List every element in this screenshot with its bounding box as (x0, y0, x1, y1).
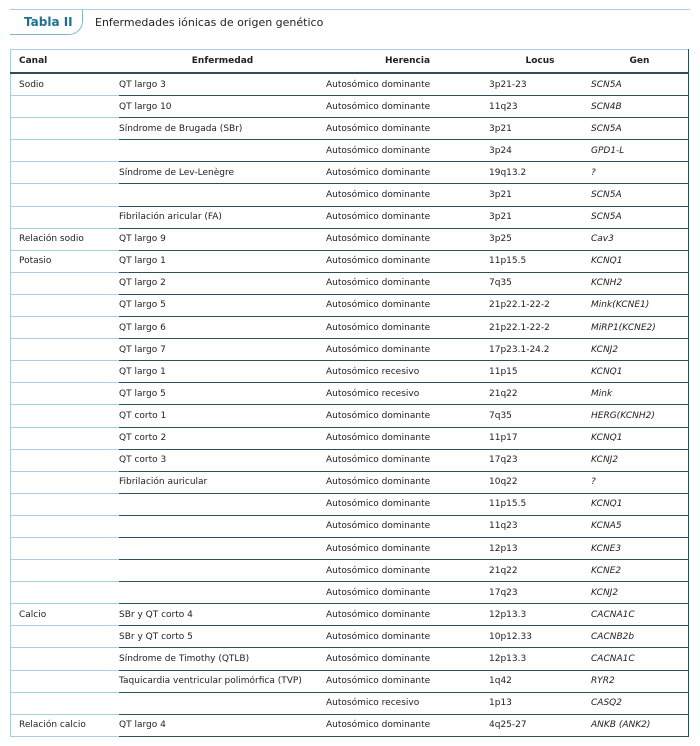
cell-herencia: Autosómico dominante (326, 206, 489, 228)
cell-gen: SCN5A (591, 206, 689, 228)
cell-canal: Sodio (11, 73, 120, 96)
cell-canal (11, 294, 120, 316)
table-row (11, 294, 689, 316)
cell-gen: HERG(KCNH2) (591, 405, 689, 427)
cell-gen: KCNA5 (591, 515, 689, 537)
cell-canal (11, 140, 120, 162)
cell-enfermedad: Fibrilación auricular (119, 471, 326, 493)
cell-canal: Calcio (11, 604, 120, 626)
cell-herencia: Autosómico dominante (326, 560, 489, 582)
cell-herencia: Autosómico dominante (326, 118, 489, 140)
cell-herencia: Autosómico dominante (326, 515, 489, 537)
table-row (11, 626, 689, 648)
table-row (11, 272, 689, 294)
cell-herencia: Autosómico dominante (326, 648, 489, 670)
cell-locus: 3p21-23 (489, 73, 591, 96)
cell-locus: 12p13 (489, 537, 591, 559)
header-canal: Canal (11, 50, 120, 74)
cell-gen: SCN5A (591, 184, 689, 206)
cell-gen: CASQ2 (591, 692, 689, 714)
cell-locus: 11q23 (489, 96, 591, 118)
cell-herencia: Autosómico dominante (326, 228, 489, 250)
table-row (11, 140, 689, 162)
table-row (11, 250, 689, 272)
cell-gen: KCNJ2 (591, 449, 689, 471)
cell-herencia: Autosómico dominante (326, 405, 489, 427)
table-row (11, 670, 689, 692)
table-row (11, 73, 689, 96)
table-row (11, 449, 689, 471)
cell-enfermedad: QT largo 6 (119, 317, 326, 339)
table-label: Tabla II (24, 15, 73, 29)
cell-enfermedad: Taquicardia ventricular polimórfica (TVP) (119, 670, 326, 692)
cell-enfermedad: QT corto 2 (119, 427, 326, 449)
cell-enfermedad: QT largo 5 (119, 383, 326, 405)
cell-locus: 1p13 (489, 692, 591, 714)
cell-enfermedad (119, 560, 326, 582)
cell-herencia: Autosómico dominante (326, 626, 489, 648)
cell-locus: 11p15.5 (489, 493, 591, 515)
cell-enfermedad: QT largo 10 (119, 96, 326, 118)
cell-canal (11, 96, 120, 118)
cell-locus: 11q23 (489, 515, 591, 537)
cell-locus: 3p21 (489, 184, 591, 206)
cell-gen: CACNB2b (591, 626, 689, 648)
cell-locus: 1q42 (489, 670, 591, 692)
cell-gen: MiRP1(KCNE2) (591, 317, 689, 339)
cell-canal (11, 162, 120, 184)
cell-locus: 7q35 (489, 272, 591, 294)
cell-gen: KCNQ1 (591, 361, 689, 383)
cell-enfermedad (119, 537, 326, 559)
cell-gen: RYR2 (591, 670, 689, 692)
cell-locus: 17q23 (489, 449, 591, 471)
cell-herencia: Autosómico dominante (326, 250, 489, 272)
cell-locus: 21p22.1-22-2 (489, 294, 591, 316)
cell-herencia: Autosómico recesivo (326, 383, 489, 405)
cell-enfermedad: Fibrilación aricular (FA) (119, 206, 326, 228)
table-row (11, 582, 689, 604)
cell-canal (11, 184, 120, 206)
cell-canal (11, 670, 120, 692)
cell-herencia: Autosómico dominante (326, 471, 489, 493)
cell-herencia: Autosómico dominante (326, 162, 489, 184)
disease-table (10, 49, 689, 737)
cell-canal (11, 626, 120, 648)
cell-canal (11, 582, 120, 604)
cell-enfermedad: QT largo 1 (119, 250, 326, 272)
header-locus: Locus (489, 50, 591, 74)
cell-gen: Mink (591, 383, 689, 405)
table-row (11, 560, 689, 582)
table-row (11, 339, 689, 361)
cell-enfermedad: Síndrome de Lev-Lenègre (119, 162, 326, 184)
cell-herencia: Autosómico dominante (326, 714, 489, 736)
cell-enfermedad: QT corto 1 (119, 405, 326, 427)
cell-enfermedad: QT largo 9 (119, 228, 326, 250)
cell-gen: CACNA1C (591, 604, 689, 626)
cell-canal: Relación sodio (11, 228, 120, 250)
table-title: Enfermedades iónicas de origen genético (95, 16, 324, 29)
cell-gen: KCNJ2 (591, 582, 689, 604)
cell-enfermedad: QT largo 5 (119, 294, 326, 316)
cell-herencia: Autosómico recesivo (326, 692, 489, 714)
cell-canal (11, 692, 120, 714)
cell-locus: 10q22 (489, 471, 591, 493)
table-row (11, 361, 689, 383)
cell-gen: KCNQ1 (591, 427, 689, 449)
cell-gen: KCNH2 (591, 272, 689, 294)
cell-canal (11, 118, 120, 140)
cell-gen: KCNQ1 (591, 493, 689, 515)
table-row (11, 692, 689, 714)
cell-enfermedad: Síndrome de Timothy (QTLB) (119, 648, 326, 670)
cell-canal (11, 648, 120, 670)
cell-enfermedad: QT largo 3 (119, 73, 326, 96)
cell-herencia: Autosómico dominante (326, 339, 489, 361)
cell-gen: ? (591, 471, 689, 493)
cell-enfermedad: QT largo 7 (119, 339, 326, 361)
cell-canal (11, 537, 120, 559)
cell-canal (11, 449, 120, 471)
header-gen: Gen (591, 50, 689, 74)
cell-locus: 3p25 (489, 228, 591, 250)
table-row (11, 118, 689, 140)
cell-locus: 4q25-27 (489, 714, 591, 736)
cell-herencia: Autosómico dominante (326, 184, 489, 206)
cell-locus: 3p21 (489, 206, 591, 228)
cell-locus: 12p13.3 (489, 648, 591, 670)
table-row (11, 317, 689, 339)
cell-gen: Mink(KCNE1) (591, 294, 689, 316)
cell-herencia: Autosómico dominante (326, 493, 489, 515)
cell-canal (11, 515, 120, 537)
cell-herencia: Autosómico dominante (326, 317, 489, 339)
cell-enfermedad (119, 515, 326, 537)
cell-enfermedad (119, 140, 326, 162)
cell-canal (11, 383, 120, 405)
cell-locus: 21p22.1-22-2 (489, 317, 591, 339)
cell-locus: 17q23 (489, 582, 591, 604)
table-row (11, 96, 689, 118)
table-row (11, 206, 689, 228)
table-row (11, 537, 689, 559)
cell-herencia: Autosómico recesivo (326, 361, 489, 383)
table-row (11, 493, 689, 515)
cell-herencia: Autosómico dominante (326, 427, 489, 449)
cell-enfermedad: SBr y QT corto 4 (119, 604, 326, 626)
table-row (11, 714, 689, 736)
table-row (11, 427, 689, 449)
cell-herencia: Autosómico dominante (326, 604, 489, 626)
cell-enfermedad (119, 692, 326, 714)
header-enfermedad: Enfermedad (119, 50, 326, 74)
cell-herencia: Autosómico dominante (326, 537, 489, 559)
header-row (11, 50, 689, 74)
cell-canal (11, 206, 120, 228)
cell-gen: KCNE3 (591, 537, 689, 559)
cell-gen: Cav3 (591, 228, 689, 250)
cell-enfermedad: QT corto 3 (119, 449, 326, 471)
cell-herencia: Autosómico dominante (326, 294, 489, 316)
cell-enfermedad (119, 493, 326, 515)
cell-enfermedad: SBr y QT corto 5 (119, 626, 326, 648)
cell-gen: ? (591, 162, 689, 184)
cell-locus: 11p15 (489, 361, 591, 383)
table-row (11, 405, 689, 427)
cell-locus: 11p15.5 (489, 250, 591, 272)
cell-canal (11, 427, 120, 449)
cell-gen: ANKB (ANK2) (591, 714, 689, 736)
cell-herencia: Autosómico dominante (326, 582, 489, 604)
cell-gen: SCN5A (591, 118, 689, 140)
cell-locus: 21q22 (489, 383, 591, 405)
cell-enfermedad: Síndrome de Brugada (SBr) (119, 118, 326, 140)
cell-locus: 10p12.33 (489, 626, 591, 648)
table-row (11, 604, 689, 626)
cell-enfermedad (119, 582, 326, 604)
cell-herencia: Autosómico dominante (326, 96, 489, 118)
cell-canal: Relación calcio (11, 714, 120, 736)
cell-canal (11, 471, 120, 493)
cell-canal (11, 339, 120, 361)
table-row (11, 228, 689, 250)
cell-locus: 11p17 (489, 427, 591, 449)
cell-canal (11, 361, 120, 383)
cell-canal: Potasio (11, 250, 120, 272)
table-row (11, 383, 689, 405)
cell-enfermedad (119, 184, 326, 206)
cell-locus: 19q13.2 (489, 162, 591, 184)
table-row (11, 162, 689, 184)
cell-gen: KCNE2 (591, 560, 689, 582)
top-rule (10, 9, 690, 10)
cell-canal (11, 560, 120, 582)
cell-locus: 3p24 (489, 140, 591, 162)
cell-canal (11, 405, 120, 427)
cell-herencia: Autosómico dominante (326, 670, 489, 692)
cell-gen: KCNQ1 (591, 250, 689, 272)
cell-herencia: Autosómico dominante (326, 449, 489, 471)
table-row (11, 515, 689, 537)
cell-gen: SCN5A (591, 73, 689, 96)
cell-herencia: Autosómico dominante (326, 272, 489, 294)
cell-canal (11, 493, 120, 515)
cell-enfermedad: QT largo 4 (119, 714, 326, 736)
cell-gen: KCNJ2 (591, 339, 689, 361)
cell-gen: GPD1-L (591, 140, 689, 162)
cell-locus: 21q22 (489, 560, 591, 582)
cell-gen: SCN4B (591, 96, 689, 118)
cell-locus: 3p21 (489, 118, 591, 140)
cell-enfermedad: QT largo 1 (119, 361, 326, 383)
cell-locus: 17p23.1-24.2 (489, 339, 591, 361)
cell-canal (11, 272, 120, 294)
cell-locus: 7q35 (489, 405, 591, 427)
cell-gen: CACNA1C (591, 648, 689, 670)
cell-herencia: Autosómico dominante (326, 140, 489, 162)
cell-locus: 12p13.3 (489, 604, 591, 626)
header-herencia: Herencia (326, 50, 489, 74)
table-row (11, 184, 689, 206)
cell-canal (11, 317, 120, 339)
cell-enfermedad: QT largo 2 (119, 272, 326, 294)
cell-herencia: Autosómico dominante (326, 73, 489, 96)
table-row (11, 471, 689, 493)
table-row (11, 648, 689, 670)
